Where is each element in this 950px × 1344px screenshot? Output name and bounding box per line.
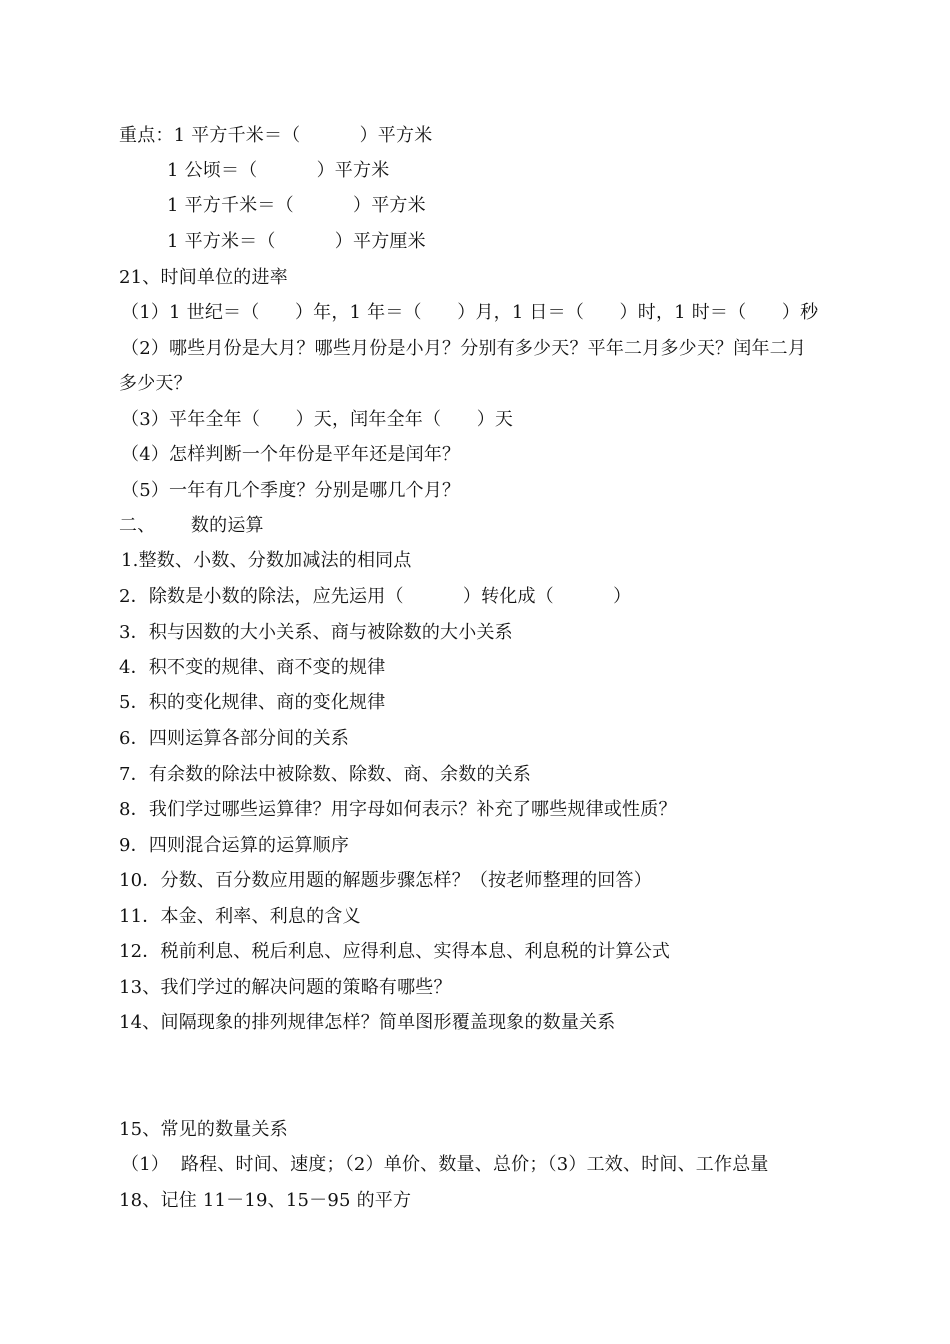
- section-2-heading: 二、 数的运算: [119, 515, 264, 536]
- operations-item-8: 8．我们学过哪些运算律？用字母如何表示？补充了哪些规律或性质？: [119, 799, 677, 820]
- time-units-item-3: （3）平年全年（ ）天，闰年全年（ ）天: [121, 409, 514, 430]
- quantity-relations-list: （1） 路程、时间、速度；（2）单价、数量、总价；（3）工效、时间、工作总量: [121, 1154, 769, 1175]
- operations-item-9: 9．四则混合运算的运算顺序: [119, 835, 350, 856]
- time-units-item-4: （4）怎样判断一个年份是平年还是闰年？: [121, 444, 461, 465]
- operations-item-1: 1.整数、小数、分数加减法的相同点: [121, 550, 412, 571]
- operations-item-12: 12．税前利息、税后利息、应得利息、实得本息、利息税的计算公式: [119, 941, 671, 962]
- section-15-heading: 15、常见的数量关系: [119, 1119, 288, 1140]
- time-units-item-2-continued: 多少天？: [119, 373, 192, 394]
- key-point-square-kilometer: 1 平方千米＝（ ）平方米: [167, 195, 426, 216]
- section-21-heading: 21、时间单位的进率: [119, 267, 288, 288]
- operations-item-10: 10．分数、百分数应用题的解题步骤怎样？（按老师整理的回答）: [119, 870, 652, 891]
- operations-item-11: 11．本金、利率、利息的含义: [119, 906, 361, 927]
- operations-item-14: 14、间隔现象的排列规律怎样？简单图形覆盖现象的数量关系: [119, 1012, 616, 1033]
- operations-item-5: 5．积的变化规律、商的变化规律: [119, 692, 386, 713]
- key-point-square-meter: 1 平方米＝（ ）平方厘米: [167, 231, 426, 252]
- key-point-area-conversion-1: 重点：1 平方千米＝（ ）平方米: [119, 125, 433, 146]
- operations-item-3: 3．积与因数的大小关系、商与被除数的大小关系: [119, 622, 513, 643]
- operations-item-6: 6．四则运算各部分间的关系: [119, 728, 350, 749]
- time-units-item-1: （1）1 世纪＝（ ）年，1 年＝（ ）月，1 日＝（ ）时，1 时＝（ ）秒: [121, 302, 819, 323]
- time-units-item-5: （5）一年有几个季度？分别是哪几个月？: [121, 480, 461, 501]
- operations-item-13: 13、我们学过的解决问题的策略有哪些？: [119, 977, 452, 998]
- operations-item-4: 4．积不变的规律、商不变的规律: [119, 657, 386, 678]
- section-18-heading: 18、记住 11－19、15－95 的平方: [119, 1190, 412, 1211]
- key-point-hectare: 1 公顷＝（ ）平方米: [167, 160, 390, 181]
- time-units-item-2: （2）哪些月份是大月？哪些月份是小月？分别有多少天？平年二月多少天？闰年二月: [121, 338, 807, 359]
- operations-item-2: 2．除数是小数的除法，应先运用（ ）转化成（ ）: [119, 586, 632, 607]
- operations-item-7: 7．有余数的除法中被除数、除数、商、余数的关系: [119, 764, 532, 785]
